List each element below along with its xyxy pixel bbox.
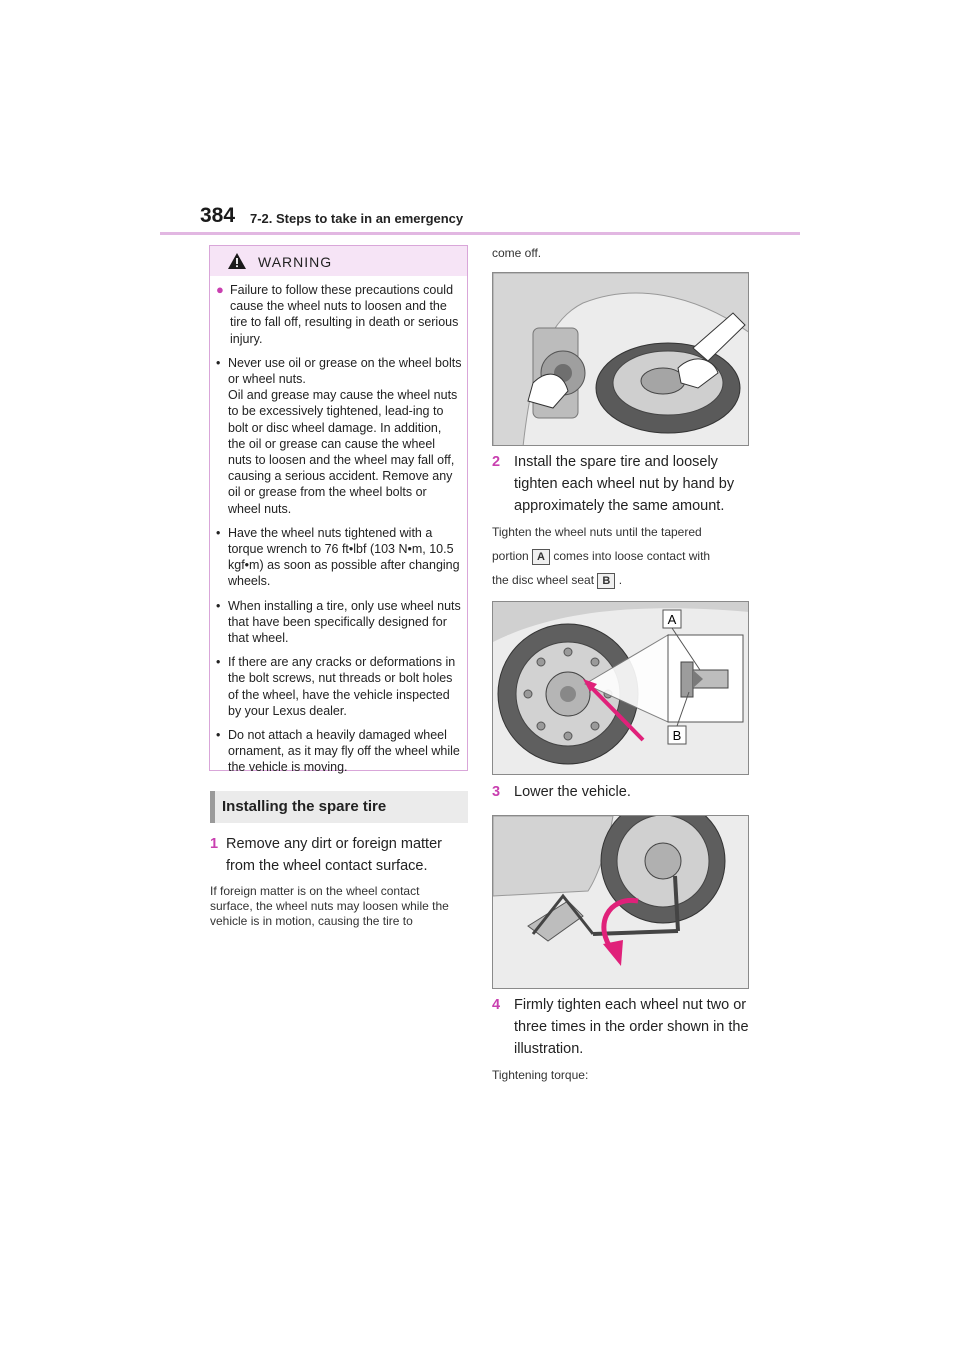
step-text: Install the spare tire and loosely tighten each wheel nut by hand by approximately the same amount.: [514, 454, 735, 514]
warning-bullet-text: Do not attach a heavily damaged wheel ornament, as it may fly off the wheel while the vehicle is moving.: [228, 728, 460, 775]
warning-body: [216, 282, 462, 784]
figure-label-b: B: [672, 728, 682, 743]
wheel-nut-illustration: [493, 602, 749, 775]
step-1-note: If foreign matter is on the wheel contact surface, the wheel nuts may loosen while the vehicle is in motion, causing the tire to: [210, 884, 449, 928]
step-3: [492, 781, 752, 803]
step-number: 3: [492, 784, 501, 800]
bullet-dot-icon: •: [216, 525, 221, 540]
step-1-note-continued: come off.: [492, 246, 542, 260]
bullet-dot-icon: •: [216, 728, 221, 743]
figure-lower-vehicle: [492, 815, 749, 989]
bullet-circle-icon: ●: [216, 282, 224, 297]
step-text: Remove any dirt or foreign matter from the wheel contact surface.: [226, 836, 442, 874]
header-rule: [160, 232, 800, 235]
bullet-dot-icon: •: [216, 598, 221, 613]
page-number: 384: [200, 204, 236, 227]
warning-bullet-text: Have the wheel nuts tightened with a torque wrench to 76 ft•lbf (103 N•m, 10.5 kgf•m) as soon as possible after changing wheels.: [228, 525, 460, 589]
label-a-marker: A: [532, 549, 550, 565]
warning-bullet: [216, 727, 462, 776]
figure-wheel-nut-detail: [492, 601, 749, 775]
label-b-marker: B: [597, 573, 615, 589]
figure-label-a: A: [667, 612, 677, 627]
step-1: [210, 833, 472, 877]
step-4-note: Tightening torque:: [492, 1068, 589, 1082]
warning-bullet: [216, 598, 462, 647]
note-text: the disc wheel seat: [492, 573, 595, 587]
warning-header: [210, 246, 467, 276]
warning-bullet-text: If there are any cracks or deformations in the bolt screws, nut threads or bolt holes of the wheel, have the vehicle inspected by your Lexus dealer.: [228, 655, 456, 718]
warning-bullet-text: When installing a tire, only use wheel nuts that have been specifically designed for that wheel.: [228, 598, 461, 646]
note-text: .: [618, 573, 623, 587]
note-text: portion: [492, 549, 529, 563]
warning-main-item: [216, 282, 462, 347]
lower-vehicle-illustration: [493, 816, 749, 989]
step-number: 4: [492, 997, 501, 1013]
warning-title: WARNING: [258, 254, 333, 270]
warning-triangle-icon: [227, 252, 247, 270]
bullet-dot-icon: •: [216, 655, 221, 670]
bullet-dot-icon: •: [216, 355, 221, 370]
warning-main-text: Failure to follow these precautions could cause the wheel nuts to loosen and the tire to fall off, resulting in death or serious injury.: [230, 283, 459, 346]
step-2-note-line1: Tighten the wheel nuts until the tapered: [492, 525, 702, 539]
warning-bullet: [216, 355, 462, 517]
step-number: 2: [492, 454, 501, 470]
step-2-note-line2: [492, 549, 710, 565]
step-2-note-line3: [492, 573, 622, 589]
step-text: Firmly tighten each wheel nut two or three times in the order shown in the illustration.: [514, 997, 749, 1057]
warning-bullet: [216, 525, 462, 590]
warning-bullet-text: Oil and grease may cause the wheel nuts to be excessively tightened, lead-ing to bolt or disc wheel damage. In addition, the oil or grease can cause the wheel nuts to loosen and the wheel may fall off, causing a serious accident. Remove any oil or grease from the wheel bolts or wheel nuts.: [228, 388, 458, 516]
step-number: 1: [210, 836, 219, 852]
warning-bullet: [216, 654, 462, 719]
clean-wheel-illustration: [493, 273, 749, 446]
step-4: [492, 994, 752, 1060]
note-text: comes into loose contact with: [553, 549, 711, 563]
section-title: 7-2. Steps to take in an emergency: [250, 211, 464, 226]
figure-clean-wheel: [492, 272, 749, 446]
install-heading: Installing the spare tire: [222, 798, 387, 815]
step-2: [492, 451, 752, 517]
warning-bullet-text: Never use oil or grease on the wheel bolts or wheel nuts.: [228, 355, 462, 387]
step-text: Lower the vehicle.: [514, 784, 631, 800]
